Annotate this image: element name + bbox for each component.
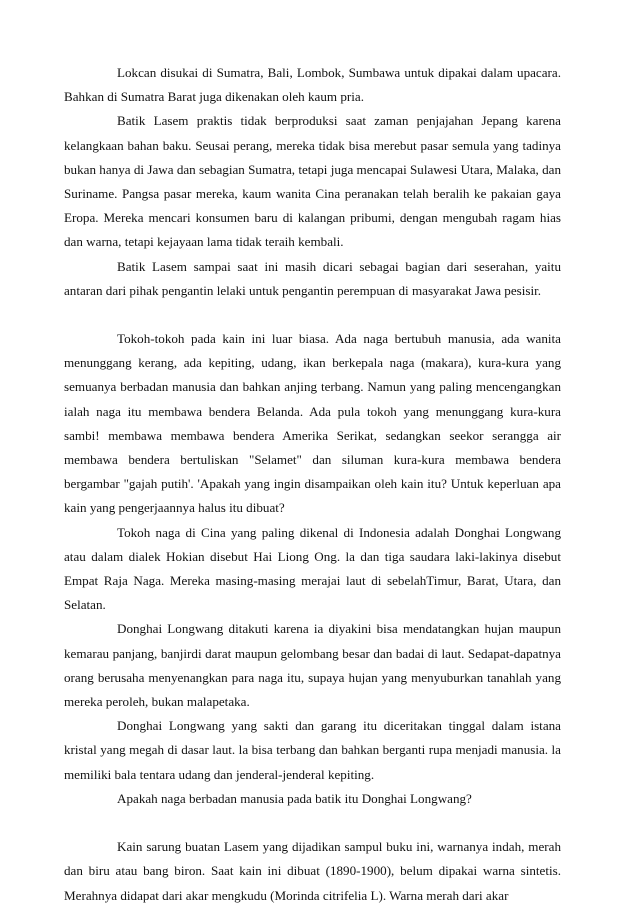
paragraph-crystal-palace: Donghai Longwang yang sakti dan garang itu diceritakan tinggal dalam istana kristal yang megah di dasar laut. la bisa terbang dan bahkan berganti rupa menjadi manusia. la memiliki bala tentara udang dan jenderal-jenderal kepiting. bbox=[64, 718, 561, 782]
paragraph-figures: Tokoh-tokoh pada kain ini luar biasa. Ada naga bertubuh manusia, ada wanita menunggang kerang, ada kepiting, udang, ikan berkepala naga (makara), kura-kura yang semuanya berbadan manusia dan bahkan anjing terbang. Namun yang paling mencengangkan ialah naga itu membawa bendera Belanda. Ada pula tokoh yang menunggang kura-kura sambi! membawa membawa bendera Amerika Serikat, sedangkan seekor serangga air membawa bendera bertuliskan "Selamet" dan siluman kura-kura membawa bendera bergambar "gajah putih'. 'Apakah yang ingin disampaikan oleh kain itu? Untuk keperluan apa kain yang pengerjaannya halus itu dibuat? bbox=[64, 331, 561, 516]
paragraph-donghai-intro: Tokoh naga di Cina yang paling dikenal di Indonesia adalah Donghai Longwang atau dalam dialek Hokian disebut Hai Liong Ong. la dan tiga saudara laki-lakinya disebut Empat Raja Naga. Mereka masing-masing merajai laut di sebelahTimur, Barat, Utara, dan Selatan. bbox=[64, 524, 561, 613]
document-page bbox=[64, 61, 561, 908]
paragraph-lokcan: Lokcan disukai di Sumatra, Bali, Lombok, Sumbawa untuk dipakai dalam upacara. Bahkan di Sumatra Barat juga dikenakan oleh kaum pria. bbox=[64, 65, 561, 105]
paragraph-sarung-cover: Kain sarung buatan Lasem yang dijadikan sampul buku ini, warnanya indah, merah dan biru atau bang biron. Saat kain ini dibuat (1890-1900), belum dipakai warna sintetis. Merahnya didapat dari akar mengkudu (Morinda citrifelia L). Warna merah dari akar bbox=[64, 839, 561, 903]
paragraph-question: Apakah naga berbadan manusia pada batik itu Donghai Longwang? bbox=[117, 790, 472, 806]
paragraph-seserahan: Batik Lasem sampai saat ini masih dicari sebagai bagian dari seserahan, yaitu antaran dari pihak pengantin lelaki untuk pengantin perempuan di masyarakat Jawa pesisir. bbox=[64, 258, 561, 298]
paragraph-donghai-feared: Donghai Longwang ditakuti karena ia diyakini bisa mendatangkan hujan maupun kemarau panjang, banjirdi darat maupun gelombang besar dan badai di laut. Sedapat-dapatnya orang berusaha menyenangkan para naga itu, supaya hujan yang menyuburkan tanahlah yang mereka peroleh, bukan malapetaka. bbox=[64, 621, 561, 710]
paragraph-gap bbox=[64, 811, 561, 835]
paragraph-gap bbox=[64, 303, 561, 327]
paragraph-japanese-occupation: Batik Lasem praktis tidak berproduksi saat zaman penjajahan Jepang karena kelangkaan bahan baku. Seusai perang, mereka tidak bisa merebut pasar semula yang tadinya bukan hanya di Jawa dan sebagian Sumatra, tetapi juga mencapai Sulawesi Utara, Malaka, dan Suriname. Pangsa pasar mereka, kaum wanita Cina peranakan telah beralih ke pakaian gaya Eropa. Mereka mencari konsumen baru di kalangan pribumi, dengan mengubah ragam hias dan warna, tetapi kejayaan lama tidak teraih kembali. bbox=[64, 113, 561, 250]
